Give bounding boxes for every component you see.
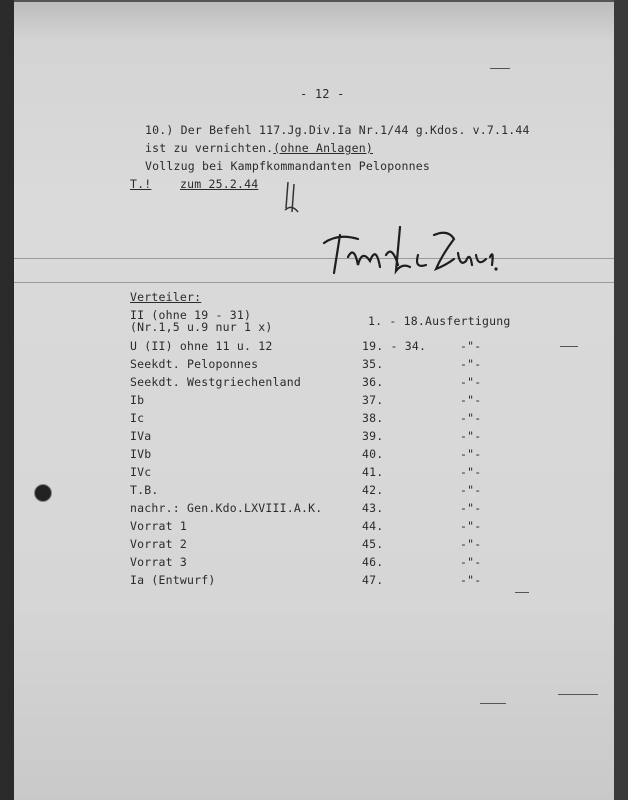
distribution-recipient: IVb [130, 447, 152, 461]
distribution-recipient: Vorrat 3 [130, 555, 187, 569]
distribution-recipient: T.B. [130, 483, 159, 497]
distribution-copy-number: 43. [362, 501, 384, 515]
distribution-ditto: -"- [460, 429, 482, 443]
distribution-recipient: Ic [130, 411, 145, 425]
scan-mark [480, 703, 506, 704]
deadline-label: T.! [130, 177, 152, 191]
distribution-ditto: -"- [460, 519, 482, 533]
order-line-1: 10.) Der Befehl 117.Jg.Div.Ia Nr.1/44 g.Kdos. v.7.1.44 [145, 123, 530, 137]
distribution-label: Verteiler: [130, 290, 202, 304]
distribution-recipient: Vorrat 2 [130, 537, 187, 551]
distribution-copy-number: 42. [362, 483, 384, 497]
distribution-copy-number: 41. [362, 465, 384, 479]
page-number: - 12 - [300, 87, 345, 101]
order-line-2 [145, 141, 373, 155]
distribution-copy-number: 47. [362, 573, 384, 587]
distribution-recipient: U (II) ohne 11 u. 12 [130, 339, 273, 353]
scan-mark [490, 68, 510, 69]
distribution-copy-number: 19. - 34. [362, 339, 427, 353]
distribution-recipient: IVc [130, 465, 152, 479]
scan-right-edge [614, 0, 628, 800]
distribution-ditto: -"- [460, 573, 482, 587]
distribution-copy-number: 38. [362, 411, 384, 425]
distribution-ditto: -"- [460, 411, 482, 425]
distribution-copy-number: 35. [362, 357, 384, 371]
distribution-copy-number: 45. [362, 537, 384, 551]
distribution-recipient: IVa [130, 429, 152, 443]
distribution-ditto: -"- [460, 357, 482, 371]
distribution-recipient: Ib [130, 393, 145, 407]
distribution-ditto: -"- [460, 501, 482, 515]
distribution-ditto: -"- [460, 483, 482, 497]
document-page [14, 2, 614, 800]
distribution-copy-number: 39. [362, 429, 384, 443]
distribution-copy-number: 37. [362, 393, 384, 407]
distribution-ditto: -"- [460, 339, 482, 353]
paper-fold-line [14, 282, 614, 283]
distribution-header-name-1: II (ohne 19 - 31) [130, 308, 252, 322]
handwritten-signature [318, 215, 508, 285]
distribution-copy-number: 46. [362, 555, 384, 569]
distribution-ditto: -"- [460, 393, 482, 407]
order-attachments-note: (ohne Anlagen) [273, 141, 373, 155]
distribution-ditto: -"- [460, 465, 482, 479]
scan-mark [560, 346, 578, 347]
distribution-recipient: Seekdt. Peloponnes [130, 357, 259, 371]
order-line-2-text: ist zu vernichten. [145, 141, 274, 155]
distribution-copy-number: 40. [362, 447, 384, 461]
distribution-ditto: -"- [460, 375, 482, 389]
distribution-recipient: Vorrat 1 [130, 519, 187, 533]
distribution-ditto: -"- [460, 447, 482, 461]
distribution-header-range: 1. - 18.Ausfertigung [368, 314, 511, 328]
distribution-copy-number: 44. [362, 519, 384, 533]
initials-mark [282, 178, 304, 216]
distribution-recipient: nachr.: Gen.Kdo.LXVIII.A.K. [130, 501, 323, 515]
order-line-3: Vollzug bei Kampfkommandanten Peloponnes [145, 159, 430, 173]
scan-left-edge [0, 0, 14, 800]
distribution-ditto: -"- [460, 537, 482, 551]
distribution-recipient: Seekdt. Westgriechenland [130, 375, 301, 389]
punch-hole [34, 484, 52, 502]
scan-mark [558, 694, 598, 695]
distribution-recipient: Ia (Entwurf) [130, 573, 216, 587]
deadline-date: zum 25.2.44 [180, 177, 259, 191]
distribution-copy-number: 36. [362, 375, 384, 389]
distribution-header-name-2: (Nr.1,5 u.9 nur 1 x) [130, 320, 273, 334]
scan-mark [515, 592, 529, 593]
paper-fold-line [14, 258, 614, 259]
distribution-ditto: -"- [460, 555, 482, 569]
